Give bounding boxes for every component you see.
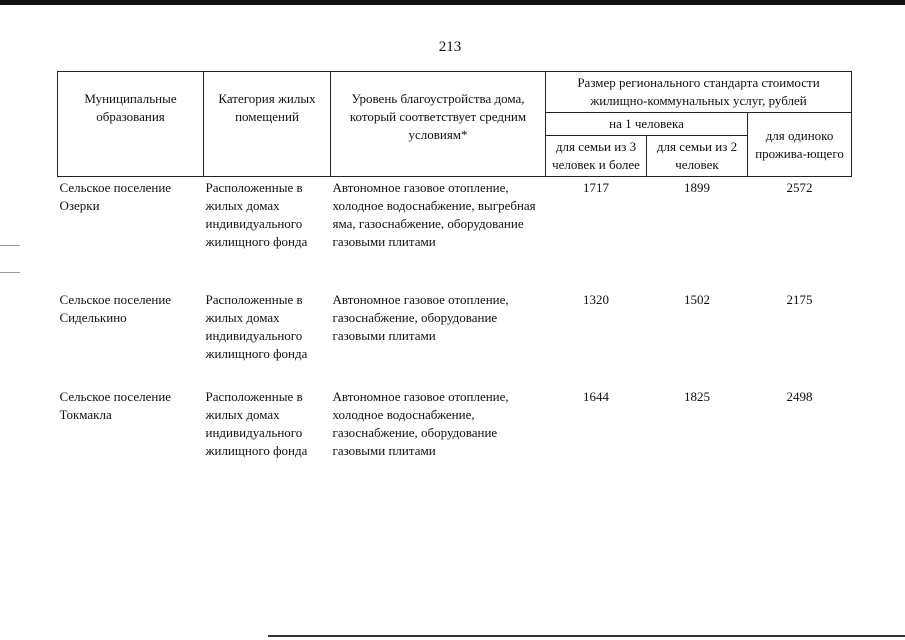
page-number: 213 xyxy=(438,39,462,55)
cell-level: Автономное газовое отопление, холодное водоснабжение, выгребная яма, газоснабжение, оборудование газовыми плитами xyxy=(332,180,536,249)
margin-mark xyxy=(0,272,20,273)
header-per-person: на 1 человека xyxy=(546,113,748,136)
cell-family2: 1825 xyxy=(684,389,710,404)
bottom-border-rule xyxy=(268,635,905,637)
table-row xyxy=(58,177,852,292)
cell-category: Расположенные в жилых домах индивидуального жилищного фонда xyxy=(205,180,308,249)
header-single: для одиноко прожива-ющего xyxy=(748,113,852,177)
cell-category: Расположенные в жилых домах индивидуального жилищного фонда xyxy=(205,389,308,458)
cell-level: Автономное газовое отопление, газоснабжение, оборудование газовыми плитами xyxy=(332,292,509,343)
cell-single: 2175 xyxy=(786,292,813,307)
cell-level: Автономное газовое отопление, холодное водоснабжение, газоснабжение, оборудование газовыми плитами xyxy=(332,389,509,458)
table-header xyxy=(58,72,852,177)
cell-family2: 1899 xyxy=(684,180,710,195)
standards-table xyxy=(57,71,852,484)
cell-single: 2572 xyxy=(786,180,813,195)
top-border-rule xyxy=(0,0,905,5)
margin-mark xyxy=(0,245,20,246)
cell-family3: 1717 xyxy=(583,180,609,195)
header-family3: для семьи из 3 человек и более xyxy=(546,136,647,177)
cell-family2: 1502 xyxy=(684,292,710,307)
header-level: Уровень благоустройства дома, который соответствует средним условиям* xyxy=(331,72,546,177)
cell-single: 2498 xyxy=(786,389,813,404)
cell-family3: 1644 xyxy=(583,389,609,404)
cell-family3: 1320 xyxy=(583,292,609,307)
cell-municipality: Сельское поселение Сиделькино xyxy=(59,292,172,325)
header-municipality: Муниципальные образования xyxy=(58,72,204,177)
header-category: Категория жилых помещений xyxy=(204,72,331,177)
cell-category: Расположенные в жилых домах индивидуального жилищного фонда xyxy=(205,292,308,361)
table-row xyxy=(58,291,852,388)
header-family2: для семьи из 2 человек xyxy=(647,136,748,177)
table-row xyxy=(58,388,852,484)
cell-municipality: Сельское поселение Озерки xyxy=(59,180,172,213)
cell-municipality: Сельское поселение Токмакла xyxy=(59,389,172,422)
table-body xyxy=(58,177,852,485)
header-standard-size: Размер регионального стандарта стоимости жилищно-коммунальных услуг, рублей xyxy=(546,72,852,113)
